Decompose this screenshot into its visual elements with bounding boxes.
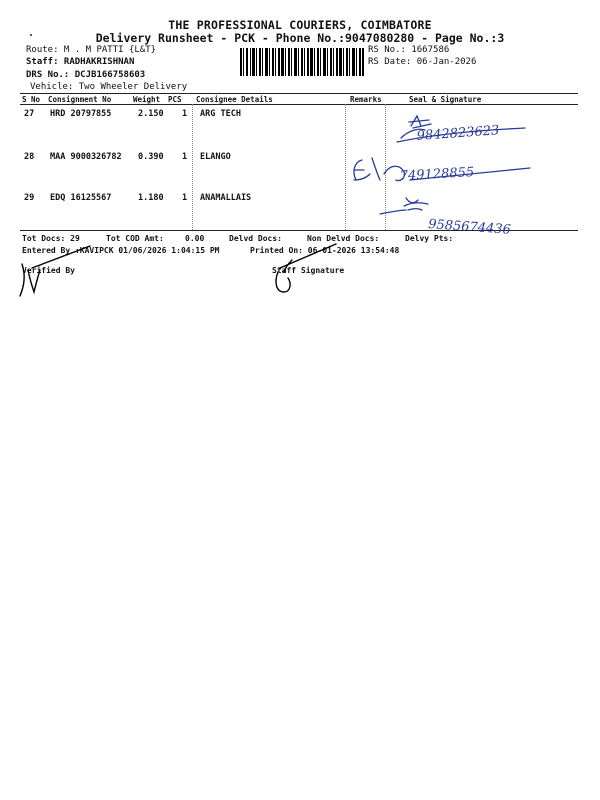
company-title: THE PROFESSIONAL COURIERS, COIMBATORE [168,18,432,32]
total-cod-label: Tot COD Amt: [106,234,164,243]
entered-by: Entered By :KAVIPCK 01/06/2026 1:04:15 PM [22,246,220,255]
table-top-rule [20,93,578,94]
delivered-docs: Delvd Docs: [229,234,282,243]
svg-text:9585674436: 9585674436 [427,217,512,238]
col-header-remarks: Remarks [350,95,382,104]
row-weight: 2.150 [138,109,164,119]
non-delivered-docs: Non Delvd Docs: [307,234,380,243]
total-cod-value: 0.00 [185,234,205,243]
row-weight: 0.390 [138,152,164,162]
row-weight: 1.180 [138,193,164,203]
handwritten-signature-row-28 [340,150,540,190]
col-header-consignment: Consignment No [48,95,112,104]
rs-number: RS No.: 1667586 [368,45,450,55]
barcode-image [240,48,364,76]
verified-by-signature [10,240,100,300]
column-divider [192,104,193,230]
row-consignee: ELANGO [200,152,231,162]
handwritten-signature-row-27 [395,112,545,146]
printed-on: Printed On: 06-01-2026 13:54:48 [250,246,400,255]
svg-text:9842823623: 9842823623 [416,123,500,144]
drs-number: DRS No.: DCJB166758603 [26,70,146,80]
row-consignee: ANAMALLAIS [200,193,252,203]
staff-label: Staff: RADHAKRISHNAN [26,57,135,67]
rs-date: RS Date: 06-Jan-2026 [368,57,477,67]
row-consignment-no: MAA 9000326782 [50,152,122,162]
vehicle-label: Vehicle: Two Wheeler Delivery [30,82,188,92]
col-header-pcs: PCS [168,95,182,104]
svg-text:749128855: 749128855 [399,165,475,184]
col-header-seal-signature: Seal & Signature [409,95,482,104]
row-pcs: 1 [182,152,188,162]
total-docs: Tot Docs: 29 [22,234,80,243]
handwritten-signature-row-29 [370,192,540,236]
row-pcs: 1 [182,193,188,203]
route-label: Route: M . M PATTI {L&T} [26,45,157,55]
col-header-consignee: Consignee Details [196,95,273,104]
delivery-points: Delvy Pts: [405,234,454,243]
row-pcs: 1 [182,109,188,119]
row-sno: 29 [24,193,35,203]
col-header-sno: S No [22,95,41,104]
verified-by-label: Verified By [22,266,75,275]
col-header-weight: Weight [133,95,161,104]
row-consignment-no: EDQ 16125567 [50,193,112,203]
staff-signature-mark [262,240,352,300]
table-header-rule [20,104,578,105]
row-consignment-no: HRD 20797855 [50,109,112,119]
runsheet-title: Delivery Runsheet - PCK - Phone No.:9047080280 - Page No.:3 [95,31,505,45]
row-sno: 28 [24,152,35,162]
row-consignee: ARG TECH [200,109,241,119]
staff-signature-label: Staff Signature [272,266,345,275]
row-sno: 27 [24,109,35,119]
